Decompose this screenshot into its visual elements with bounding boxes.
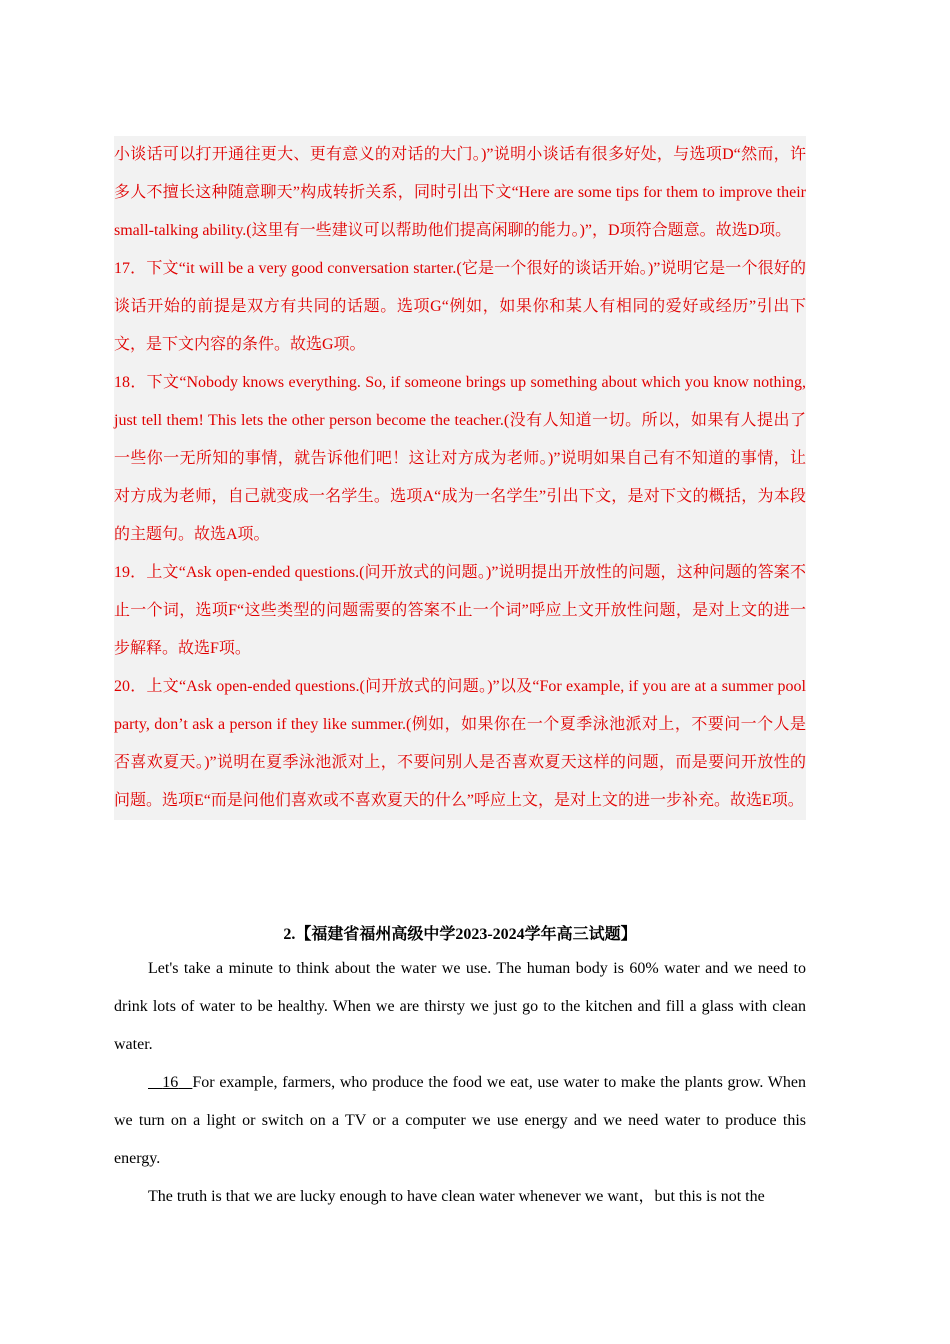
answer-18: 18．下文“Nobody knows everything. So, if someone brings up something about which you know nothing, just tell them! This lets the other person become the teacher.(没有人知道一切。所以，如果有人提出了一些你一无所知的事情，就告诉他们吧！这让对方成为老师。)”说明如果自己有不知道的事情，让对方成为老师，自己就变成一名学生。选项A“成为一名学生”引出下文，是对下文的概括，为本段的主题句。故选A项。	[114, 374, 806, 543]
passage-paragraph-3: The truth is that we are lucky enough to have clean water whenever we want，but this is not the	[148, 1188, 765, 1205]
answer-20: 20．上文“Ask open-ended questions.(问开放式的问题。)”以及“For example, if you are at a summer pool party, don’t ask a person if they like summer.(例如，如果你在一个夏季泳池派对上，不要问一个人是否喜欢夏天。)”说明在夏季泳池派对上，不要问别人是否喜欢夏天这样的问题，而是要问开放性的问题。选项E“而是问他们喜欢或不喜欢夏天的什么”呼应上文，是对上文的进一步补充。故选E项。	[114, 678, 806, 809]
reading-passage	[114, 950, 806, 1216]
answer-17: 17．下文“it will be a very good conversation starter.(它是一个很好的谈话开始。)”说明它是一个很好的谈话开始的前提是双方有共同的话题。选项G“例如，如果你和某人有相同的爱好或经历”引出下文，是下文内容的条件。故选G项。	[114, 260, 806, 353]
section-heading: 2.【福建省福州高级中学2023-2024学年高三试题】	[283, 926, 637, 943]
blank-16: 16	[162, 1074, 179, 1091]
answer-15-continued: 小谈话可以打开通往更大、更有意义的对话的大门。)”说明小谈话有很多好处，与选项D“然而，许多人不擅长这种随意聊天”构成转折关系，同时引出下文“Here are some tips for them to improve their small-talking ability.(这里有一些建议可以帮助他们提高闲聊的能力。)”，D项符合题意。故选D项。	[114, 146, 806, 239]
passage-paragraph-1: Let's take a minute to think about the water we use. The human body is 60% water and we need to drink lots of water to be healthy. When we are thirsty we just go to the kitchen and fill a glass with clean water.	[114, 960, 806, 1053]
passage-paragraph-2: 16 For example, farmers, who produce the food we eat, use water to make the plants grow. When we turn on a light or switch on a TV or a computer we use energy and we need water to produce this energy.	[114, 1074, 807, 1167]
answer-19: 19．上文“Ask open-ended questions.(问开放式的问题。)”说明提出开放性的问题，这种问题的答案不止一个词，选项F“这些类型的问题需要的答案不止一个词”呼应上文开放性问题，是对上文的进一步解释。故选F项。	[114, 564, 806, 657]
answer-explanations	[114, 136, 806, 820]
